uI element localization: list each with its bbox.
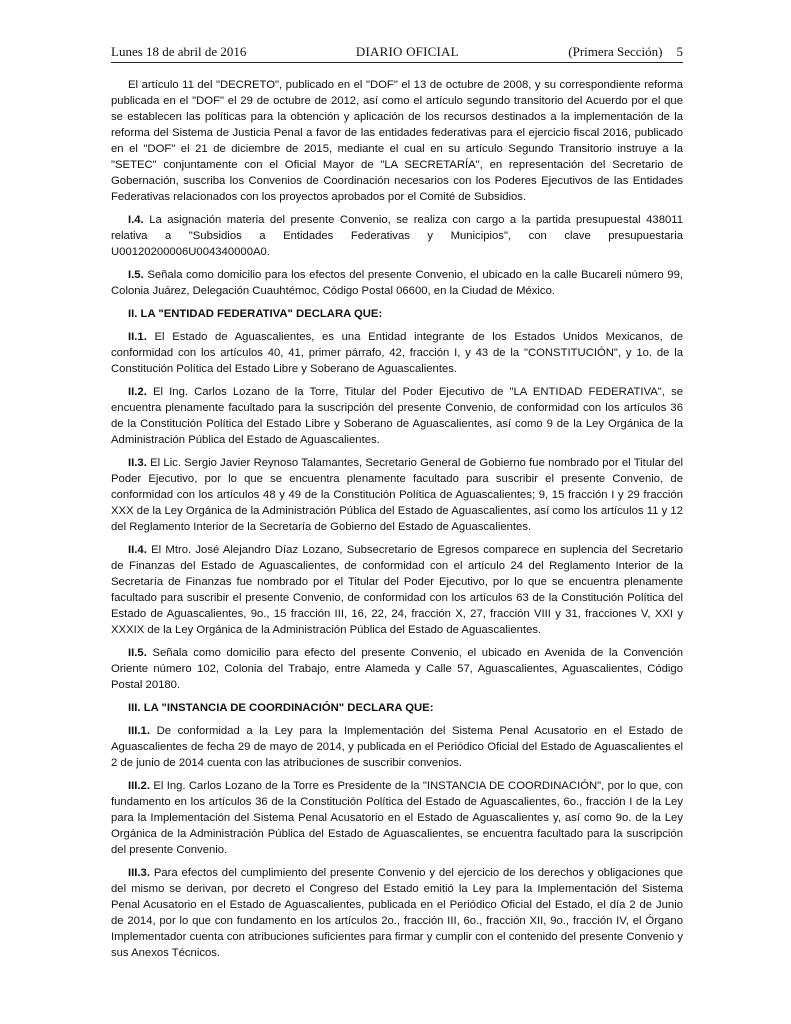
header-publication: DIARIO OFICIAL [355,44,459,59]
section-heading [111,700,683,716]
page-header [111,44,683,63]
paragraph [111,212,683,260]
paragraph [111,645,683,693]
header-page-number: 5 [676,44,683,59]
paragraph-text: El Mtro. José Alejandro Díaz Lozano, Subsecretario de Egresos comparece en suplencia del Secretario de Finanzas del Estado de Aguascalientes, de conformidad con el artículo 24 del Reglamento Interior de la Secretaría de Finanzas fue nombrado por el Titular del Poder Ejecutivo, por lo que se encuentra plenamente facultado para suscribir el presente Convenio, de conformidad con los artículos 63 de la Constitución Política del Estado de Aguascalientes, 9o., 15 fracción III, 16, 22, 24, fracción X, 27, fracción VIII y 31, fracciones V, XXI y XXXIX de la Ley Orgánica de la Administración Pública del Estado de Aguascalientes. [111,544,684,636]
paragraph-text: Para efectos del cumplimiento del presente Convenio y del ejercicio de los derechos y obligaciones que del mismo se derivan, por decreto el Congreso del Estado emitió la Ley para la Implementación del Sistema Penal Acusatorio en el Estado de Aguascalientes, publicada en el Periódico Oficial del Estado, el día 2 de Junio de 2014, por lo que con fundamento en los artículos 2o., fracción III, 6o., fracción XII, 9o., fracción IV, el Órgano Implementador cuenta con atribuciones suficientes para firmar y cumplir con el contenido del presente Convenio y sus Anexos Técnicos. [111,867,684,959]
paragraph-label: II.3. [128,457,147,469]
paragraph [111,778,683,858]
paragraph-text: Señala como domicilio para los efectos del presente Convenio, el ubicado en la calle Bucareli número 99, Colonia Juárez, Delegación Cuauhtémoc, Código Postal 06600, en la Ciudad de México. [111,269,684,297]
document-page [111,44,683,968]
paragraph [111,384,683,448]
paragraph-text: El artículo 11 del "DECRETO", publicado en el "DOF" el 13 de octubre de 2008, y su correspondiente reforma publicada en el "DOF" el 29 de octubre de 2012, así como el artículo segundo transitorio del Acuerdo por el que se establecen las políticas para la obtención y aplicación de los recursos destinados a la implementación de la reforma del Sistema de Justicia Penal a favor de las entidades federativas para el ejercicio fiscal 2016, publicado en el "DOF" el 21 de diciembre de 2015, mediante el cual en su artículo Segundo Transitorio instruye a la "SETEC" conjuntamente con el Oficial Mayor de "LA SECRETARÍA", en representación del Secretario de Gobernación, suscriba los Convenios de Coordinación necesarios con los Poderes Ejecutivos de las Entidades Federativas relacionados con los proyectos aprobados por el Comité de Subsidios. [111,79,683,203]
paragraph [111,267,683,299]
paragraph-text: El Lic. Sergio Javier Reynoso Talamantes, Secretario General de Gobierno fue nombrado por el Titular del Poder Ejecutivo, por lo que se encuentra plenamente facultado para suscribir el presente Convenio, de conformidad con los artículos 48 y 49 de la Constitución Política de Aguascalientes; 9, 15 fracción I y 29 fracción XXX de la Ley Orgánica de la Administración Pública del Estado de Aguascalientes, así como los artículos 11 y 12 del Reglamento Interior de la Secretaría de Gobierno del Estado de Aguascalientes. [111,457,684,533]
paragraph-text: El Ing. Carlos Lozano de la Torre, Titular del Poder Ejecutivo de "LA ENTIDAD FEDERATIVA", se encuentra plenamente facultado para la suscripción del presente Convenio, de conformidad con los artículos 36 de la Constitución Política del Estado Libre y Soberano de Aguascalientes, así como 9 de la Ley Orgánica de la Administración Pública del Estado de Aguascalientes. [111,386,684,446]
paragraph-label: I.5. [128,269,144,281]
paragraph [111,542,683,638]
paragraph-label: I.4. [128,214,144,226]
paragraph [111,865,683,961]
paragraph-label: III.1. [128,725,150,737]
paragraph-label: II.2. [128,386,147,398]
paragraph [111,455,683,535]
heading-text: III. LA "INSTANCIA DE COORDINACIÓN" DECLARA QUE: [128,702,434,714]
document-body [111,77,683,961]
paragraph-text: De conformidad a la Ley para la Implementación del Sistema Penal Acusatorio en el Estado de Aguascalientes de fecha 29 de mayo de 2014, y publicada en el Periódico Oficial del Estado de Aguascalientes el 2 de junio de 2014 cuenta con las atribuciones de suscribir convenios. [111,725,684,769]
paragraph-label: II.4. [128,544,147,556]
paragraph-label: III.2. [128,780,150,792]
paragraph-label: II.1. [128,331,147,343]
section-heading [111,306,683,322]
heading-text: II. LA "ENTIDAD FEDERATIVA" DECLARA QUE: [128,308,383,320]
paragraph-text: El Estado de Aguascalientes, es una Entidad integrante de los Estados Unidos Mexicanos, de conformidad con los artículos 40, 41, primer párrafo, 42, fracción I, y 43 de la "CONSTITUCIÓN", y 1o. de la Constitución Política del Estado Libre y Soberano de Aguascalientes. [111,331,684,375]
paragraph-label: III.3. [128,867,150,879]
paragraph-text: El Ing. Carlos Lozano de la Torre es Presidente de la "INSTANCIA DE COORDINACIÓN", por lo que, con fundamento en los artículos 36 de la Constitución Política del Estado de Aguascalientes, 6o., fracción I de la Ley para la Implementación del Sistema Penal Acusatorio en el Estado de Aguascalientes y, así como 9o. de la Ley Orgánica de la Administración Pública del Estado de Aguascalientes, se encuentra facultado para la suscripción del presente Convenio. [111,780,683,856]
header-date: Lunes 18 de abril de 2016 [111,44,247,59]
paragraph-text: La asignación materia del presente Convenio, se realiza con cargo a la partida presupuestal 438011 relativa a "Subsidios a Entidades Federativas y Municipios", con clave presupuestaria U00120200006U004340000A0. [111,214,684,258]
paragraph-label: II.5. [128,647,147,659]
paragraph [111,723,683,771]
paragraph [111,329,683,377]
header-section-page [568,44,683,60]
paragraph [111,77,683,205]
header-section: (Primera Sección) [568,44,663,59]
paragraph-text: Señala como domicilio para efecto del presente Convenio, el ubicado en Avenida de la Convención Oriente número 102, Colonia del Trabajo, entre Alameda y Calle 57, Aguascalientes, Aguascalientes, Código Postal 20180. [111,647,684,691]
